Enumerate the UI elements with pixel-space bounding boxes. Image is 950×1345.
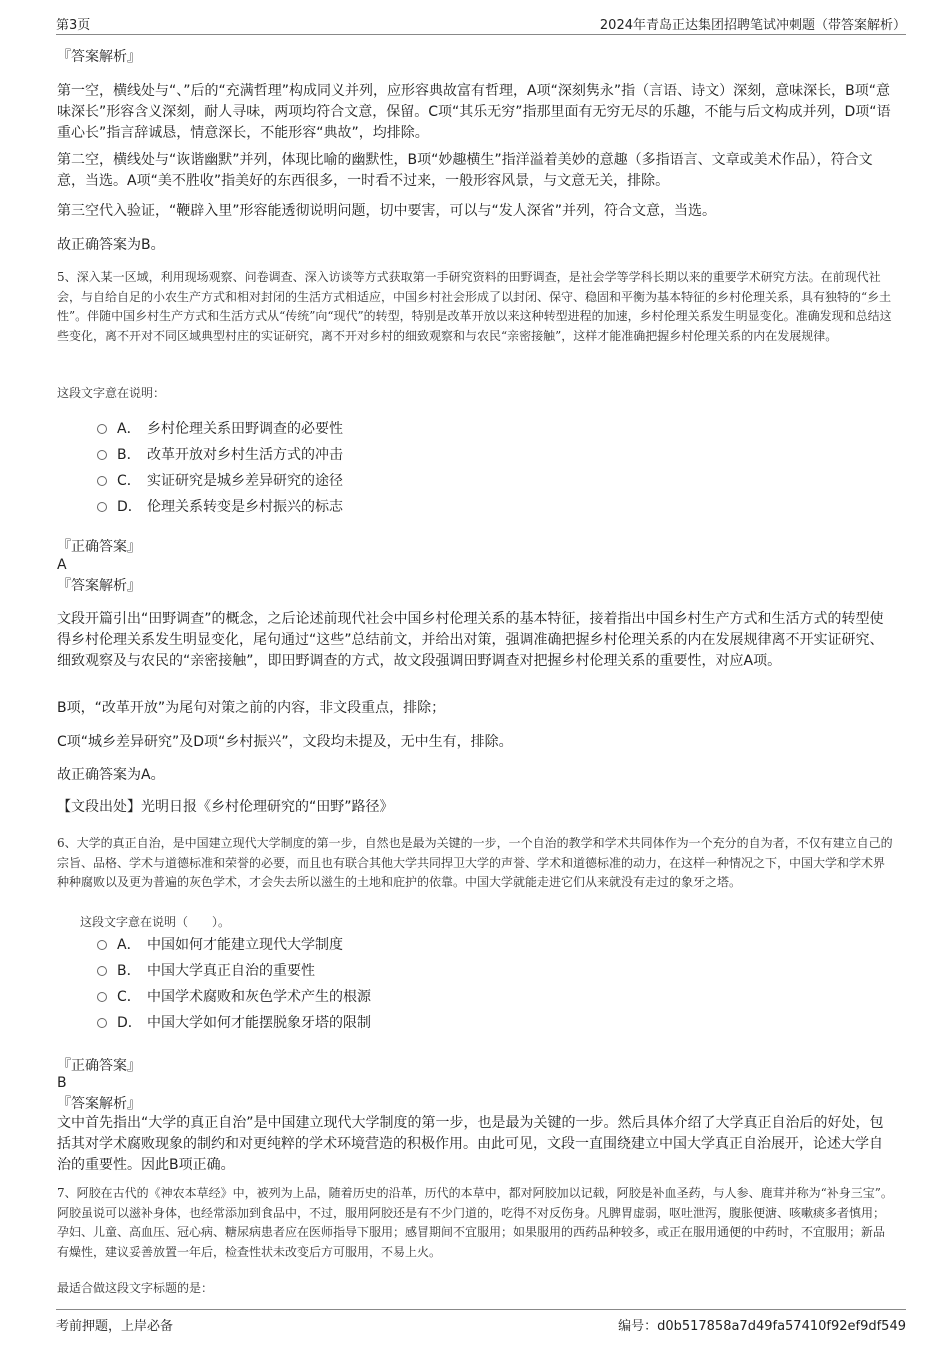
radio-icon[interactable] <box>97 940 107 950</box>
option-b[interactable]: B． 中国大学真正自治的重要性 <box>97 961 315 981</box>
analysis-paragraph: 文段开篇引出“田野调查”的概念，之后论述前现代社会中国乡村伦理关系的基本特征，接着指出中国乡村生产方式和生活方式的转型使得乡村伦理关系发生明显变化，尾句通过“这些”总结前文，并给出对策，强调准确把握乡村伦理关系的内在发展规律离不开实证研究、细致观察及与农民的“亲密接触”，即田野调查的方式，故文段强调田野调查对把握乡村伦理关系的重要性，对应A项。 <box>57 611 884 669</box>
page-header <box>56 10 906 35</box>
option-b[interactable]: B． 改革开放对乡村生活方式的冲击 <box>97 445 343 465</box>
analysis-paragraph: 文中首先指出“大学的真正自治”是中国建立现代大学制度的第一步，也是最为关键的一步。然后具体介绍了大学真正自治后的好处，包括其对学术腐败现象的制约和对更纯粹的学术环境营造的积极作用。由此可见，文段一直围绕建立中国大学真正自治展开，论述大学自治的重要性。因此B项正确。 <box>57 1115 884 1173</box>
option-c[interactable]: C． 中国学术腐败和灰色学术产生的根源 <box>97 987 371 1007</box>
answer-value: A <box>57 557 67 573</box>
question-prompt: 这段文字意在说明： <box>57 386 166 400</box>
analysis-label: 『答案解析』 <box>57 1096 141 1112</box>
page-number: 第3页 <box>56 18 91 33</box>
option-a[interactable]: A． 乡村伦理关系田野调查的必要性 <box>97 419 343 439</box>
analysis-paragraph: 第一空，横线处与“、”后的“充满哲理”构成同义并列，应形容典故富有哲理，A项“深刻隽永”指（言语、诗文）深刻，意味深长，B项“意味深长”形容含义深刻，耐人寻味，两项均符合文意，保留。C项“其乐无穷”指那里面有无穷无尽的乐趣，不能与后文构成并列，D项“语重心长”指言辞诚恳，情意深长，不能形容“典故”，均排除。 <box>57 83 891 141</box>
footer-slogan: 考前押题，上岸必备 <box>56 1319 174 1334</box>
analysis-paragraph: 第二空，横线处与“诙谐幽默”并列，体现比喻的幽默性，B项“妙趣横生”指洋溢着美妙的意趣（多指语言、文章或美术作品），符合文意，当选。A项“美不胜收”指美好的东西很多，一时看不过来，一般形容风景，与文意无关，排除。 <box>57 152 873 189</box>
answer-label: 『正确答案』 <box>57 539 141 555</box>
analysis-paragraph: B项，“改革开放”为尾句对策之前的内容，非文段重点，排除； <box>57 700 446 716</box>
radio-icon[interactable] <box>97 424 107 434</box>
analysis-conclusion: 故正确答案为A。 <box>57 767 165 783</box>
source-note: 【文段出处】光明日报《乡村伦理研究的“田野”路径》 <box>57 799 394 815</box>
analysis-paragraph: 第三空代入验证，“鞭辟入里”形容能透彻说明问题，切中要害，可以与“发人深省”并列，符合文意，当选。 <box>57 203 717 219</box>
radio-icon[interactable] <box>97 450 107 460</box>
answer-label: 『正确答案』 <box>57 1058 141 1074</box>
radio-icon[interactable] <box>97 992 107 1002</box>
radio-icon[interactable] <box>97 966 107 976</box>
question-stem: 6、大学的真正自治，是中国建立现代大学制度的第一步，自然也是最为关键的一步，一个自治的教学和学术共同体作为一个充分的自为者，不仅有建立自己的宗旨、品格、学术与道德标准和荣誉的必要，而且也有联合其他大学共同捍卫大学的声誉、学术和道德标准的动力，在这样一种情况之下，中国大学和学术界种种腐败以及更为普遍的灰色学术，才会失去所以滋生的土地和庇护的依靠。中国大学就能走进它们从来就没有走过的象牙之塔。 <box>57 836 893 889</box>
answer-value: B <box>57 1075 67 1091</box>
page-footer <box>56 1309 906 1334</box>
option-a[interactable]: A． 中国如何才能建立现代大学制度 <box>97 935 343 955</box>
radio-icon[interactable] <box>97 502 107 512</box>
option-d[interactable]: D． 中国大学如何才能摆脱象牙塔的限制 <box>97 1013 371 1033</box>
question-stem: 7、阿胶在古代的《神农本草经》中，被列为上品，随着历史的沿革，历代的本草中，都对阿胶加以记载，阿胶是补血圣药，与人参、鹿茸并称为“补身三宝”。阿胶虽说可以滋补身体，也经常添加到食品中，不过，服用阿胶还是有不少门道的，吃得不对反伤身。凡脾胃虚弱，呕吐泄泻，腹胀便溏、咳嗽痰多者慎用；孕妇、儿童、高血压、冠心病、糖尿病患者应在医师指导下服用；感冒期间不宜服用；如果服用的西药品种较多，或正在服用通便的中药时，不宜服用；新品有燥性，建议妥善放置一年后，检查性状未改变后方可服用，不易上火。 <box>57 1186 893 1259</box>
option-d[interactable]: D． 伦理关系转变是乡村振兴的标志 <box>97 497 343 517</box>
question-prompt: 最适合做这段文字标题的是： <box>57 1281 214 1295</box>
radio-icon[interactable] <box>97 1018 107 1028</box>
radio-icon[interactable] <box>97 476 107 486</box>
question-stem: 5、深入某一区域，利用现场观察、问卷调查、深入访谈等方式获取第一手研究资料的田野调查，是社会学等学科长期以来的重要学术研究方法。在前现代社会，与自给自足的小农生产方式和相对封闭的生活方式相适应，中国乡村社会形成了以封闭、保守、稳固和平衡为基本特征的乡村伦理关系，具有独特的“乡土性”。伴随中国乡村生产方式和生活方式从“传统”向“现代”的转型，特别是改革开放以来这种转型进程的加速，乡村伦理关系发生明显变化。准确发现和总结这些变化，离不开对不同区域典型村庄的实证研究，离不开对乡村的细致观察和与农民“亲密接触”，这样才能准确把握乡村伦理关系的内在发展规律。 <box>57 270 892 343</box>
analysis-label: 『答案解析』 <box>57 49 141 65</box>
analysis-conclusion: 故正确答案为B。 <box>57 237 165 253</box>
document-title: 2024年青岛正达集团招聘笔试冲刺题（带答案解析） <box>599 18 906 33</box>
question-prompt: 这段文字意在说明（ ）。 <box>80 915 231 929</box>
analysis-paragraph: C项“城乡差异研究”及D项“乡村振兴”，文段均未提及，无中生有，排除。 <box>57 734 513 750</box>
document-id: 编号：d0b517858a7d49fa57410f92ef9df549 <box>618 1319 906 1334</box>
option-c[interactable]: C． 实证研究是城乡差异研究的途径 <box>97 471 343 491</box>
analysis-label: 『答案解析』 <box>57 578 141 594</box>
